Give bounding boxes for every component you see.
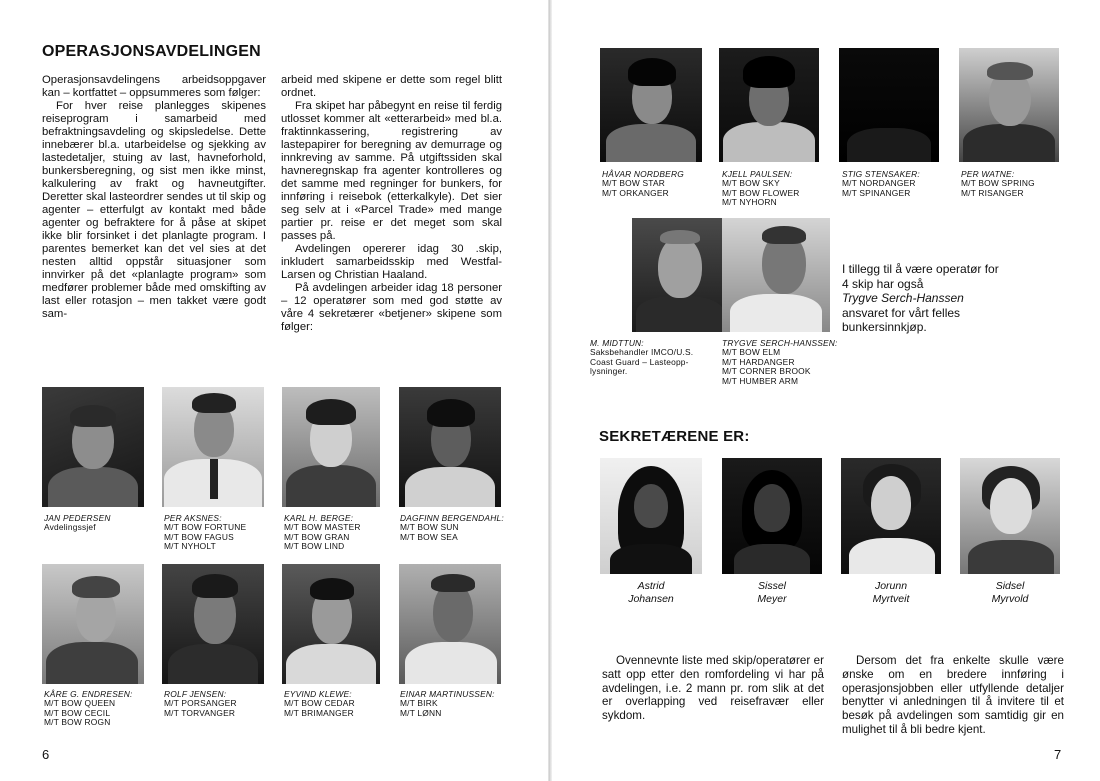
vessel-line: M/T BOW SKY — [722, 178, 780, 189]
vessel-line: M/T CORNER BROOK — [722, 366, 811, 377]
paragraph: Fra skipet har påbegynt en reise til ferdig utlosset kommer alt «etterarbeid» med bl.a. fraktinnkassering, registrering av lastepapirer for beregning av demurrage og innkreving av samme. På utgiftssiden skal havneregnskap fra agenter kontrolleres og det samme med regninger for bunkers, for innføring i reisebok (etterkalkyle). Det sier seg selv at i «Parcel Trade» med mange partier pr. reise er det meget som skal passes på. — [281, 100, 502, 242]
portrait-photo — [839, 48, 939, 162]
portrait-photo — [722, 458, 822, 574]
portrait-photo — [282, 564, 380, 684]
role-line: lysninger. — [590, 366, 628, 377]
vessel-line: M/T NYHOLT — [164, 541, 216, 552]
person-caption — [722, 339, 838, 386]
person-name: PER WATNE: — [961, 169, 1015, 179]
portrait-photo — [722, 218, 830, 332]
vessel-line: M/T LØNN — [400, 707, 442, 718]
paragraph: For hver reise planlegges skipenes reiseprogram i samarbeid med befraktningsavdeling og skipsledelse. Dette innebærer bl.a. utarbeidelse og sjekking av lastedetaljer, stuing av last, havneforhold, bunkersberegning, og sist men ikke minst, kalkulering av frakt og havneutgifter. Deretter skal lasteordrer sendes ut til skip og agenter – etterfulgt av kontakt med både agenter og befraktere for å påse at skipet ikke blir forsinket i det planlagte program. I parentes bemerket kan det vel sies at det nesten alltid oppstår situasjoner som innvirker på det «planlagte program» som medfører problemer både med omskifting av last eller rotasjon – men takket være godt sam- — [42, 100, 266, 320]
vessel-line: M/T BOW CECIL — [44, 707, 111, 718]
portrait-photo — [959, 48, 1059, 162]
person-caption — [400, 690, 495, 718]
portrait-photo — [162, 387, 264, 507]
page-number: 7 — [1054, 747, 1062, 762]
vessel-line: M/T BOW LIND — [284, 541, 345, 552]
person-caption — [842, 170, 920, 198]
first-name: Jorunn — [874, 580, 908, 592]
first-name: Astrid — [637, 580, 665, 592]
portrait-photo — [399, 387, 501, 507]
last-name: Myrvold — [991, 592, 1029, 605]
right-page — [552, 0, 1100, 781]
person-caption — [722, 170, 800, 208]
vessel-line: M/T TORVANGER — [164, 707, 236, 718]
page-title: OPERASJONSAVDELINGEN — [42, 43, 261, 60]
person-caption — [602, 170, 684, 198]
person-name: STIG STENSAKER: — [842, 169, 920, 179]
secretary-caption — [722, 580, 822, 605]
person-name: HÅVAR NORDBERG — [602, 169, 684, 179]
portrait-photo — [841, 458, 941, 574]
vessel-line: M/T BOW SEA — [400, 531, 458, 542]
side-note — [842, 262, 999, 335]
vessel-line: M/T HARDANGER — [722, 356, 795, 367]
role-line: Coast Guard – Lasteopp- — [590, 356, 689, 367]
vessel-line: M/T BRIMANGER — [284, 707, 354, 718]
vessel-line: M/T BOW GRAN — [284, 531, 350, 542]
secretary-caption — [600, 580, 702, 605]
person-caption — [44, 514, 111, 533]
first-name: Sissel — [757, 580, 786, 592]
section-title: SEKRETÆRENE ER: — [599, 428, 750, 445]
vessel-line: M/T BOW SPRING — [961, 178, 1035, 189]
vessel-line: M/T BIRK — [400, 698, 438, 709]
person-name: JAN PEDERSEN — [44, 513, 111, 523]
vessel-line: M/T NORDANGER — [842, 178, 916, 189]
role-line: Saksbehandler IMCO/U.S. — [590, 347, 694, 358]
person-role: Avdelingssjef — [44, 522, 96, 533]
portrait-photo — [42, 387, 144, 507]
paragraph: arbeid med skipene er dette som regel blitt ordnet. — [281, 74, 502, 99]
vessel-line: M/T PORSANGER — [164, 698, 237, 709]
paragraph: På avdelingen arbeider idag 18 personer – 12 operatører som med god støtte av våre 4 sekretærer «betjener» skipene som følger: — [281, 282, 502, 333]
first-name: Sidsel — [995, 580, 1025, 592]
paragraph: Dersom det fra enkelte skulle være ønske om en bredere innføring i operasjonsjobben eller utfyllende detaljer benytter vi anledningen til å invitere til et besøk på avdelingen som samtidig gir en mulighet til å bli bedre kjent. — [842, 654, 1064, 736]
vessel-line: M/T ORKANGER — [602, 187, 669, 198]
person-name: KARL H. BERGE: — [284, 513, 354, 523]
last-name: Johansen — [628, 592, 674, 605]
closing-paragraph-right — [842, 654, 1064, 737]
person-name: TRYGVE SERCH-HANSSEN: — [722, 338, 838, 348]
person-name: EYVIND KLEWE: — [284, 689, 352, 699]
paragraph: Ovennevnte liste med skip/operatører er satt opp etter den romfordeling vi har på avdelingen, i.e. 2 mann pr. rom slik at det er overlapping ved reisefravær eller sykdom. — [602, 654, 824, 723]
vessel-line: M/T BOW FLOWER — [722, 187, 800, 198]
portrait-photo — [600, 458, 702, 574]
person-caption — [961, 170, 1035, 198]
vessel-line: M/T BOW QUEEN — [44, 698, 116, 709]
vessel-line: M/T SPINANGER — [842, 187, 911, 198]
note-line: ansvaret for vårt felles — [842, 305, 961, 320]
vessel-line: M/T BOW ROGN — [44, 717, 111, 728]
page-number: 6 — [42, 747, 50, 762]
person-caption — [44, 690, 133, 728]
portrait-photo — [719, 48, 819, 162]
vessel-line: M/T BOW STAR — [602, 178, 666, 189]
person-caption — [284, 514, 361, 552]
last-name: Myrtveit — [872, 592, 910, 605]
secretary-caption — [960, 580, 1060, 605]
secretary-caption — [841, 580, 941, 605]
person-name: PER AKSNES: — [164, 513, 222, 523]
vessel-line: M/T BOW MASTER — [284, 522, 361, 533]
portrait-photo — [42, 564, 144, 684]
person-name: KJELL PAULSEN: — [722, 169, 793, 179]
person-caption — [590, 339, 693, 377]
person-caption — [164, 514, 246, 552]
portrait-photo — [282, 387, 380, 507]
portrait-photo — [399, 564, 501, 684]
vessel-line: M/T BOW CEDAR — [284, 698, 355, 709]
note-line: I tillegg til å være operatør for — [842, 262, 999, 276]
vessel-line: M/T RISANGER — [961, 187, 1024, 198]
text-column-2 — [281, 74, 502, 334]
vessel-line: M/T BOW FAGUS — [164, 531, 234, 542]
vessel-line: M/T HUMBER ARM — [722, 375, 799, 386]
paragraph: Operasjonsavdelingens arbeidsoppgaver kan – kortfattet – oppsummeres som følger: — [42, 74, 266, 99]
last-name: Meyer — [757, 592, 787, 605]
person-caption — [400, 514, 504, 542]
note-line: bunkersinnkjøp. — [842, 320, 927, 335]
vessel-line: M/T BOW FORTUNE — [164, 522, 247, 533]
portrait-photo — [600, 48, 702, 162]
person-name: EINAR MARTINUSSEN: — [400, 689, 495, 699]
person-name: KÅRE G. ENDRESEN: — [44, 689, 133, 699]
portrait-photo — [162, 564, 264, 684]
note-line: Trygve Serch-Hanssen — [842, 291, 964, 306]
portrait-photo — [632, 218, 728, 332]
text-column-1 — [42, 74, 266, 321]
person-name: M. MIDTTUN: — [590, 338, 644, 348]
person-caption — [164, 690, 237, 718]
person-name: DAGFINN BERGENDAHL: — [400, 513, 504, 523]
note-line: 4 skip har også — [842, 276, 924, 291]
person-name: ROLF JENSEN: — [164, 689, 227, 699]
left-page — [0, 0, 548, 781]
vessel-line: M/T BOW ELM — [722, 347, 781, 358]
person-caption — [284, 690, 355, 718]
vessel-line: M/T NYHORN — [722, 197, 777, 208]
portrait-photo — [960, 458, 1060, 574]
vessel-line: M/T BOW SUN — [400, 522, 459, 533]
closing-paragraph-left — [602, 654, 824, 723]
paragraph: Avdelingen opererer idag 30 .skip, inkludert samarbeidsskip med Westfal-Larsen og Christian Haaland. — [281, 243, 502, 281]
